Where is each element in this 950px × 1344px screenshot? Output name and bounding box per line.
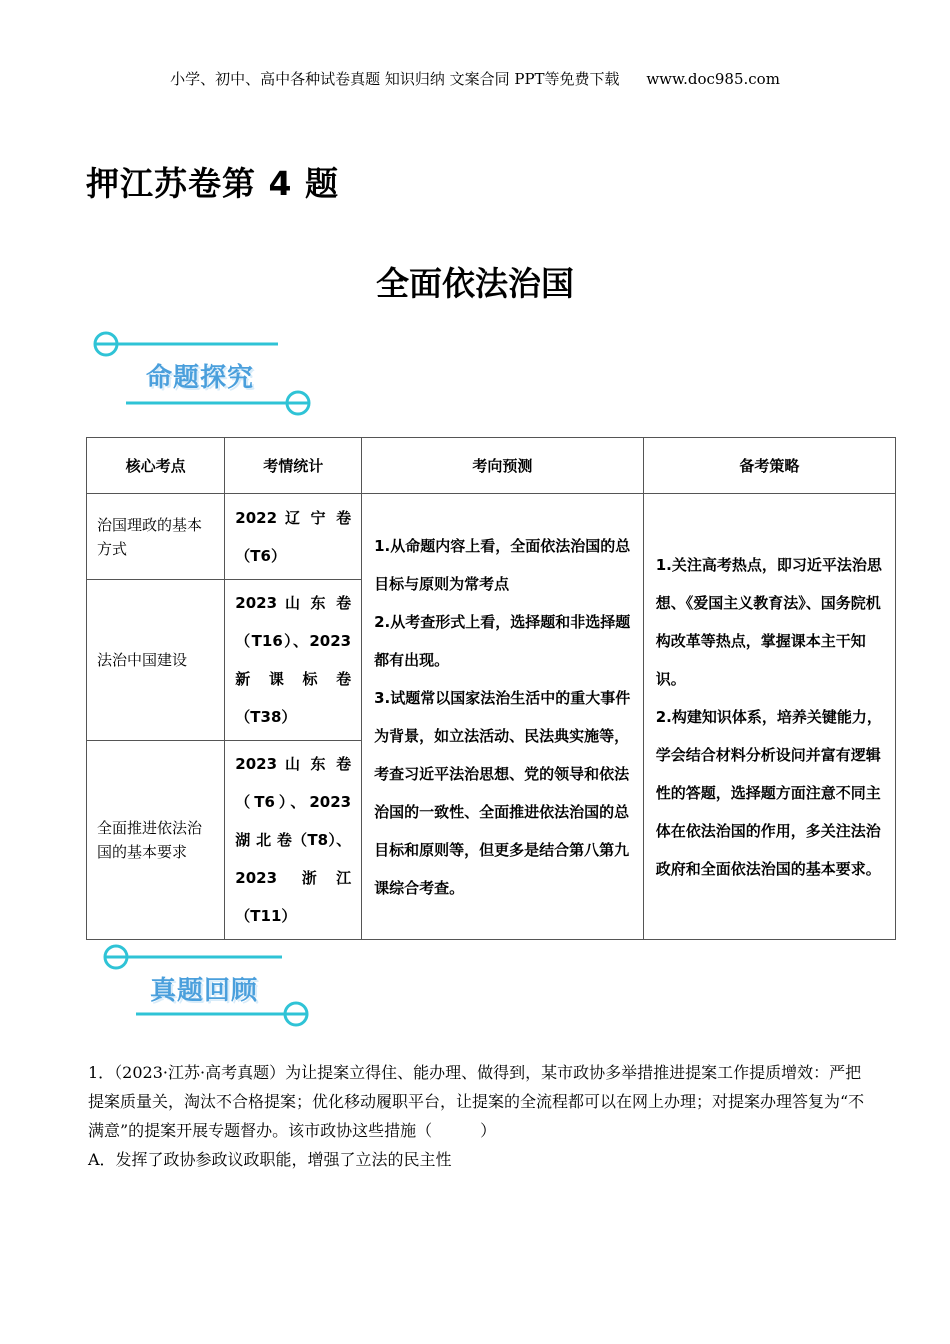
banner-review-label: 真题回顾 [150,976,259,1006]
header-prediction: 考向预测 [362,438,644,494]
banner-proposition-label: 命题探究 [146,363,255,393]
banner-review [100,942,330,1032]
core-point-cell: 治国理政的基本方式 [87,494,225,580]
header-site[interactable]: www.doc985.com [646,70,780,88]
question-1 [88,1058,868,1174]
prediction-item: 1.从命题内容上看，全面依法治国的总目标与原则为常考点 [374,536,631,593]
header-strategy: 备考策略 [643,438,895,494]
core-point-cell: 法治中国建设 [87,580,225,741]
core-point-cell: 全面推进依法治国的基本要求 [87,741,225,940]
banner-proposition [88,327,318,417]
strategy-cell [643,494,895,940]
table-header-row [87,438,896,494]
prediction-item: 2.从考查形式上看，选择题和非选择题都有出现。 [374,612,631,669]
question-stem: 1．（2023·江苏·高考真题）为让提案立得住、能办理、做得到，某市政协多举措推进提案工作提质增效：严把提案质量关，淘汰不合格提案；优化移动履职平台，让提案的全流程都可以在网上办理；对提案办理答复为“不满意”的提案开展专题督办。该市政协这些措施（ ） [88,1063,865,1140]
stats-cell: 2023 山 东 卷（T6）、2023 湖 北 卷（T8）、2023 浙江（T11） [225,741,362,940]
strategy-item: 2.构建知识体系，培养关键能力，学会结合材料分析设问并富有逻辑性的答题，选择题方面注意不同主体在依法治国的作用，多关注法治政府和全面依法治国的基本要求。 [655,707,882,878]
header-text: 小学、初中、高中各种试卷真题 知识归纳 文案合同 PPT等免费下载 [170,70,620,88]
header-core-point: 核心考点 [87,438,225,494]
page-title: 押江苏卷第 4 题 [86,164,339,203]
page-header [0,68,950,89]
stats-cell: 2023 山 东 卷（T16）、2023 新 课 标 卷（T38） [225,580,362,741]
stats-cell: 2022 辽 宁 卷（T6） [225,494,362,580]
prediction-cell [362,494,644,940]
analysis-table [86,437,896,940]
prediction-item: 3.试题常以国家法治生活中的重大事件为背景，如立法活动、民法典实施等，考查习近平法治思想、党的领导和依法治国的一致性、全面推进依法治国的总目标和原则等，但更多是结合第八第九课综合考查。 [374,688,631,897]
strategy-item: 1.关注高考热点，即习近平法治思想、《爱国主义教育法》、国务院机构改革等热点，掌握课本主干知识。 [655,555,882,688]
header-stats: 考情统计 [225,438,362,494]
question-option-a[interactable]: A．发挥了政协参政议政职能，增强了立法的民主性 [88,1150,452,1169]
table-row [87,494,896,580]
page-subtitle: 全面依法治国 [376,264,574,303]
